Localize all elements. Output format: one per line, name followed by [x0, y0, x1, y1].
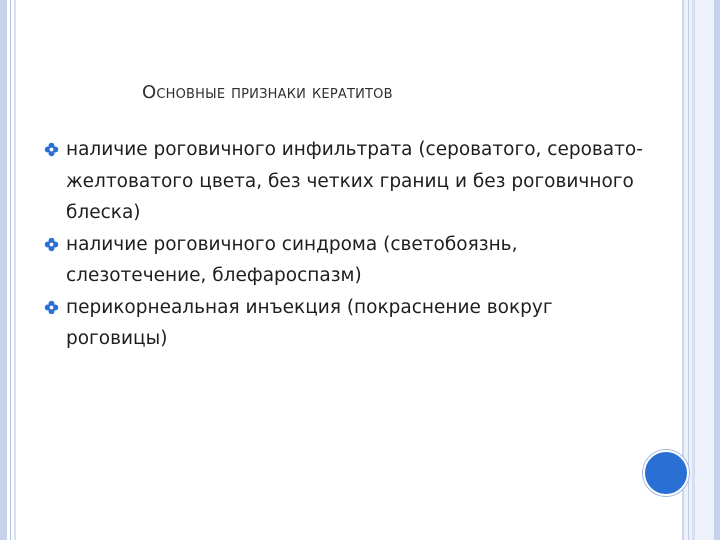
flower-bullet-icon	[44, 300, 59, 315]
left-frame-decoration	[0, 0, 20, 540]
bullet-text: перикорнеальная инъекция (покраснение вокруг роговицы)	[66, 296, 553, 349]
flower-bullet-icon	[44, 142, 59, 157]
bullet-text: наличие роговичного синдрома (светобоязнь, слезотечение, блефароспазм)	[66, 233, 518, 286]
bullet-item	[44, 134, 654, 229]
decorative-circle-icon	[643, 450, 689, 496]
bullet-text: наличие роговичного инфильтрата (сероватого, серовато-желтоватого цвета, без четких границ и без роговичного блеска)	[66, 139, 643, 223]
bullet-list	[44, 134, 654, 355]
flower-bullet-icon	[44, 237, 59, 252]
bullet-item	[44, 292, 654, 355]
bullet-item	[44, 229, 654, 292]
slide-title: Основные признаки кератитов	[142, 82, 393, 103]
